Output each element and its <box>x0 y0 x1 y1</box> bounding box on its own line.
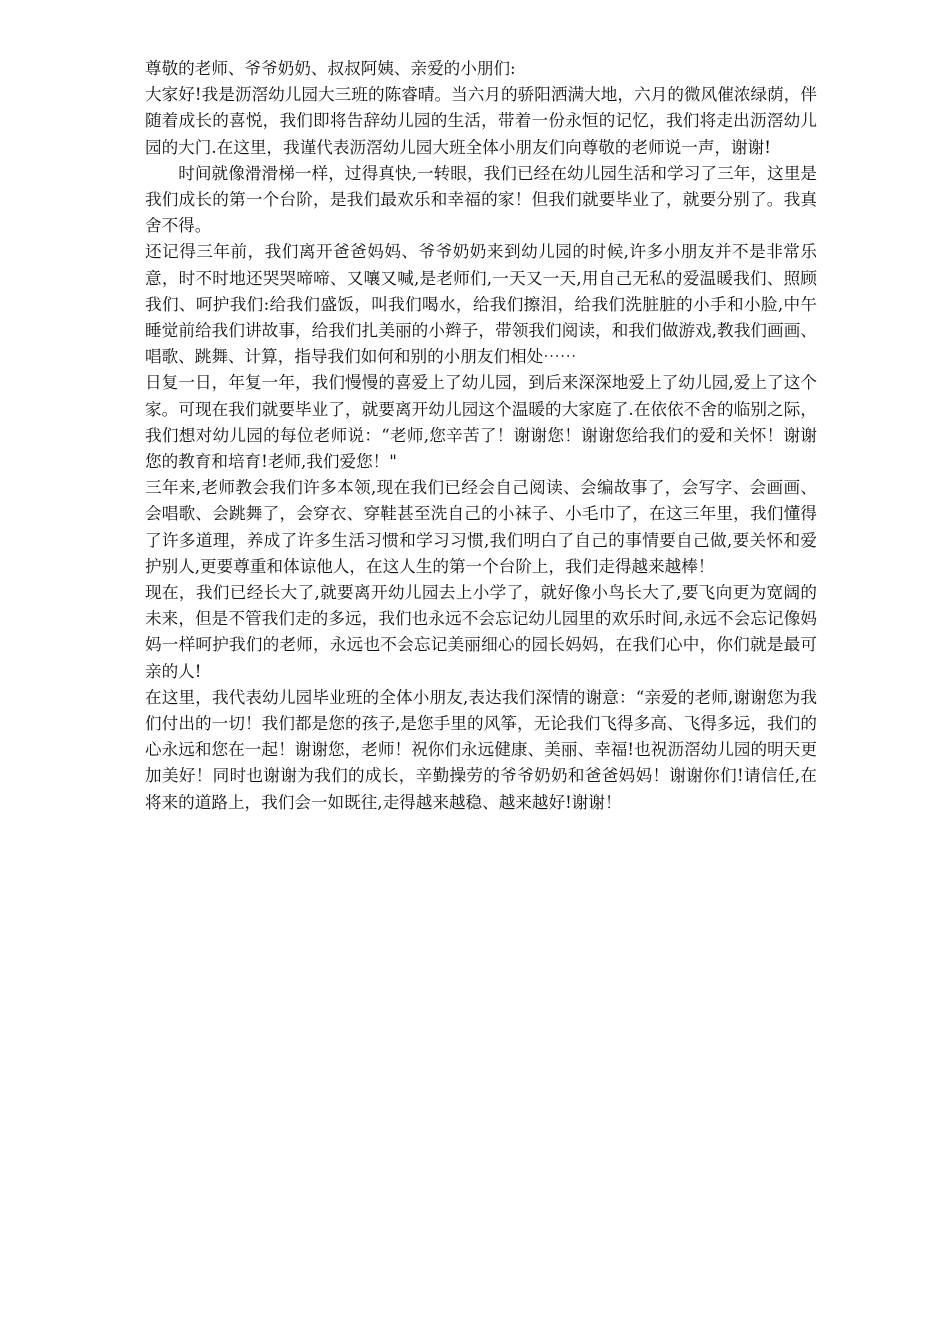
document-body <box>145 56 817 816</box>
paragraph-love-kindergarten: 日复一日，年复一年，我们慢慢的喜爱上了幼儿园，到后来深深地爱上了幼儿园,爱上了这个家。可现在我们就要毕业了，就要离开幼儿园这个温暖的大家庭了.在依依不舍的临别之际，我们想对幼儿园的每位老师说：“老师,您辛苦了！谢谢您！谢谢您给我们的爱和关怀！谢谢您的教育和培育!老师,我们爱您！" <box>145 373 817 472</box>
paragraph-thanks: 在这里，我代表幼儿园毕业班的全体小朋友,表达我们深情的谢意：“亲爱的老师,谢谢您为我们付出的一切！我们都是您的孩子,是您手里的风筝，无论我们飞得多高、飞得多远，我们的心永远和您在一起！谢谢您，老师！祝你们永远健康、美丽、幸福!也祝沥滘幼儿园的明天更加美好！同时也谢谢为我们的成长，辛勤操劳的爷爷奶奶和爸爸妈妈！谢谢你们!请信任,在将来的道路上，我们会一如既往,走得越来越稳、越来越好!谢谢！ <box>145 687 817 812</box>
paragraph-growing-up: 现在，我们已经长大了,就要离开幼儿园去上小学了，就好像小鸟长大了,要飞向更为宽阔的未来，但是不管我们走的多远，我们也永远不会忘记幼儿园里的欢乐时间,永远不会忘记像妈妈一样呵护我们的老师，永远也不会忘记美丽细心的园长妈妈，在我们心中，你们就是最可亲的人! <box>145 583 817 681</box>
salutation: 尊敬的老师、爷爷奶奶、叔叔阿姨、亲爱的小朋们: <box>145 59 516 78</box>
paragraph-greeting: 大家好!我是沥滘幼儿园大三班的陈睿晴。当六月的骄阳洒满大地，六月的微风催浓绿荫，伴随着成长的喜悦，我们即将告辞幼儿园的生活，带着一份永恒的记忆，我们将走出沥滘幼儿园的大门.在这里，我谨代表沥滘幼儿园大班全体小朋友们向尊敬的老师说一声，谢谢! <box>145 85 817 157</box>
paragraph-memories: 还记得三年前，我们离开爸爸妈妈、爷爷奶奶来到幼儿园的时候,许多小朋友并不是非常乐意，时不时地还哭哭啼啼、又嚷又喊,是老师们,一天又一天,用自己无私的爱温暖我们、照顾我们、呵护我们:给我们盛饭，叫我们喝水，给我们擦泪，给我们洗脏脏的小手和小脸,中午睡觉前给我们讲故事，给我们扎美丽的小辫子，带领我们阅读，和我们做游戏,教我们画画、唱歌、跳舞、计算，指导我们如何和别的小朋友们相处⋯⋯ <box>145 242 817 367</box>
paragraph-skills-learned: 三年来,老师教会我们许多本领,现在我们已经会自己阅读、会编故事了，会写字、会画画、会唱歌、会跳舞了，会穿衣、穿鞋甚至洗自己的小袜子、小毛巾了，在这三年里，我们懂得了许多道理，养成了许多生活习惯和学习习惯,我们明白了自己的事情要自己做,要关怀和爱护别人,更要尊重和体谅他人，在这人生的第一个台阶上，我们走得越来越棒！ <box>145 478 817 576</box>
paragraph-time-flies: 时间就像滑滑梯一样，过得真快,一转眼，我们已经在幼儿园生活和学习了三年，这里是我们成长的第一个台阶，是我们最欢乐和幸福的家！但我们就要毕业了，就要分别了。我真舍不得。 <box>145 163 817 236</box>
